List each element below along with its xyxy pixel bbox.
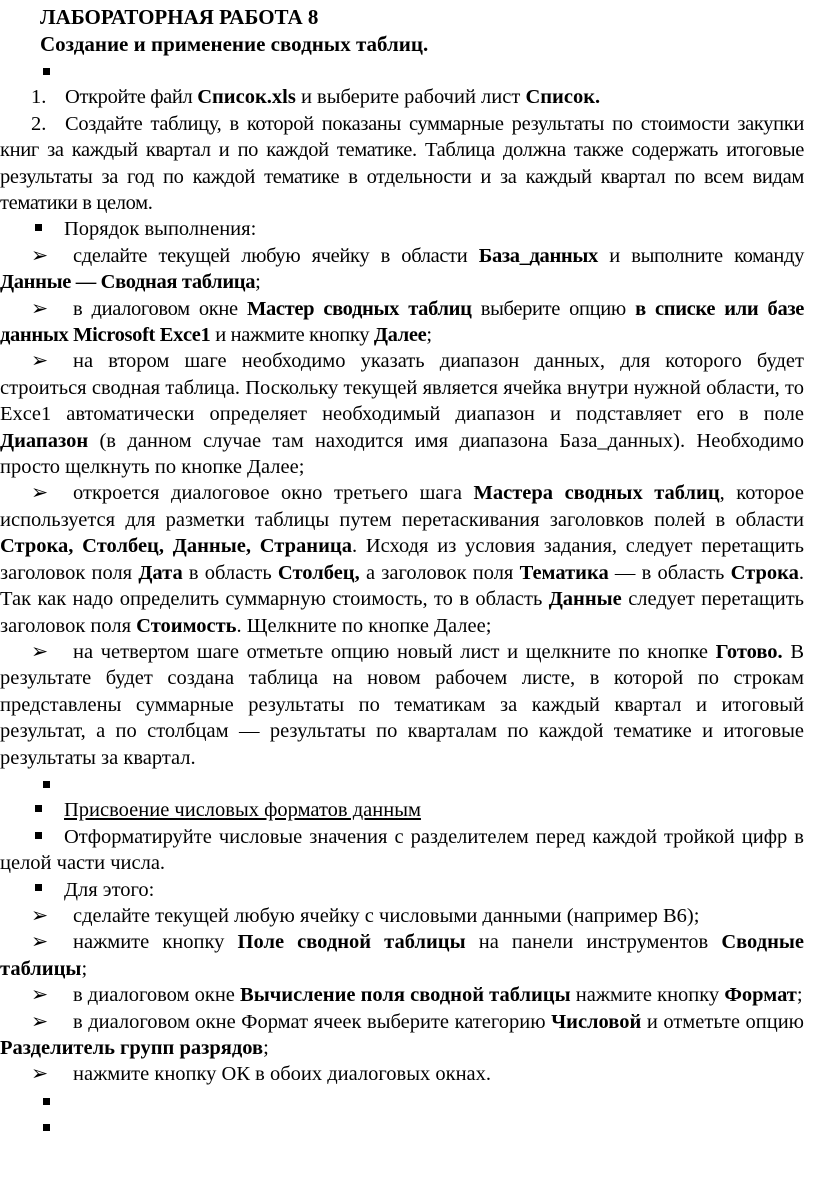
bullet-1: ➢ сделайте текущей любую ячейку в области База_данных и выполните команду Данные — Сводная таблица;	[0, 244, 805, 294]
section2-heading: Присвоение числовых форматов данным	[0, 797, 804, 823]
bullet-4: ➢ откроется диалоговое окно третьего шага Мастера сводных таблиц, которое используется для разметки таблицы путем перетаскивания заголовков полей в области Строка, Столбец, Данные, Страница. Исходя из условия задания, следует перетащить заголовок поля Дата в область Столбец, а заголовок поля Тематика — в область Строка. Так как надо определить суммарную стоимость, то в область Данные следует перетащить заголовок поля Стоимость. Щелкните по кнопке Далее;	[0, 482, 804, 637]
arrow-bullet-icon: ➢	[31, 640, 49, 663]
section2-bullet-1: ➢ сделайте текущей любую ячейку с числовыми данными (например B6);	[0, 903, 804, 929]
bullet-2: ➢ в диалоговом окне Мастер сводных таблиц выберите опцию в списке или базе данных Microsoft Exce1 и нажмите кнопку Далее;	[0, 297, 804, 347]
section2-bullet-5: ➢ нажмите кнопку ОК в обоих диалоговых окнах.	[0, 1061, 804, 1087]
order-header: Порядок выполнения:	[0, 216, 804, 242]
arrow-bullet-icon: ➢	[31, 350, 49, 373]
arrow-bullet-icon: ➢	[31, 1010, 49, 1033]
bullet-3: ➢ на втором шаге необходимо указать диапазон данных, для которого будет строиться сводная таблица. Поскольку текущей является ячейка внутри нужной области, то Exce1 автоматически определяет необходимый диапазон и подставляет его в поле Диапазон (в данном случае там находится имя диапазона База_данных). Необходимо просто щелкнуть по кнопке Далее;	[0, 350, 804, 479]
square-bullet-icon	[43, 1098, 50, 1105]
square-bullet-icon	[43, 68, 50, 75]
lab-title: ЛАБОРАТОРНАЯ РАБОТА 8	[40, 5, 319, 29]
arrow-bullet-icon: ➢	[31, 1063, 49, 1086]
square-bullet-icon	[35, 884, 42, 891]
empty-bullet-row	[0, 1114, 816, 1140]
arrow-bullet-icon: ➢	[31, 904, 49, 927]
section2-paragraph-2: Для этого:	[0, 877, 804, 903]
bullet-5: ➢ на четвертом шаге отметьте опцию новый лист и щелкните по кнопке Готово. В результате будет создана таблица на новом рабочем листе, в которой по строкам представлены суммарные результаты по тематикам за каждый квартал и итоговый результат, а по столбцам — результаты по кварталам по каждой тематике и итоговые результаты за квартал.	[0, 640, 804, 769]
section2-bullet-4: ➢ в диалоговом окне Формат ячеек выберите категорию Числовой и отметьте опцию Разделитель групп разрядов;	[0, 1010, 804, 1059]
section2-paragraph-1: Отформатируйте числовые значения с разделителем перед каждой тройкой цифр в целой части числа.	[0, 825, 804, 875]
square-bullet-icon	[35, 832, 42, 839]
lab-subtitle: Создание и применение сводных таблиц.	[40, 32, 429, 56]
arrow-bullet-icon: ➢	[31, 482, 49, 505]
empty-bullet-row	[0, 771, 816, 797]
arrow-bullet-icon: ➢	[31, 984, 49, 1007]
step-number: 1.	[31, 86, 47, 109]
arrow-bullet-icon: ➢	[31, 931, 49, 954]
empty-bullet-row	[0, 1088, 816, 1114]
square-bullet-icon	[35, 805, 42, 812]
square-bullet-icon	[43, 1124, 50, 1131]
section2-bullet-2: ➢ нажмите кнопку Поле сводной таблицы на панели инструментов Сводные таблицы;	[0, 931, 804, 980]
arrow-bullet-icon: ➢	[31, 244, 48, 267]
step-1: 1. Откройте файл Список.xls и выберите рабочий лист Список.	[0, 84, 804, 110]
section2-bullet-3: ➢ в диалоговом окне Вычисление поля сводной таблицы нажмите кнопку Формат;	[0, 982, 804, 1008]
arrow-bullet-icon: ➢	[31, 297, 48, 320]
step-2: 2. Создайте таблицу, в которой показаны суммарные результаты по стоимости закупки книг за каждый квартал и по каждой тематике. Таблица должна также содержать итоговые результаты за год по каждой тематике в отдельности и за каждый квартал по всем видам тематики в целом.	[0, 112, 804, 215]
square-bullet-icon	[43, 781, 50, 788]
empty-bullet-row	[0, 58, 816, 84]
square-bullet-icon	[35, 224, 42, 231]
step-number: 2.	[31, 112, 47, 135]
